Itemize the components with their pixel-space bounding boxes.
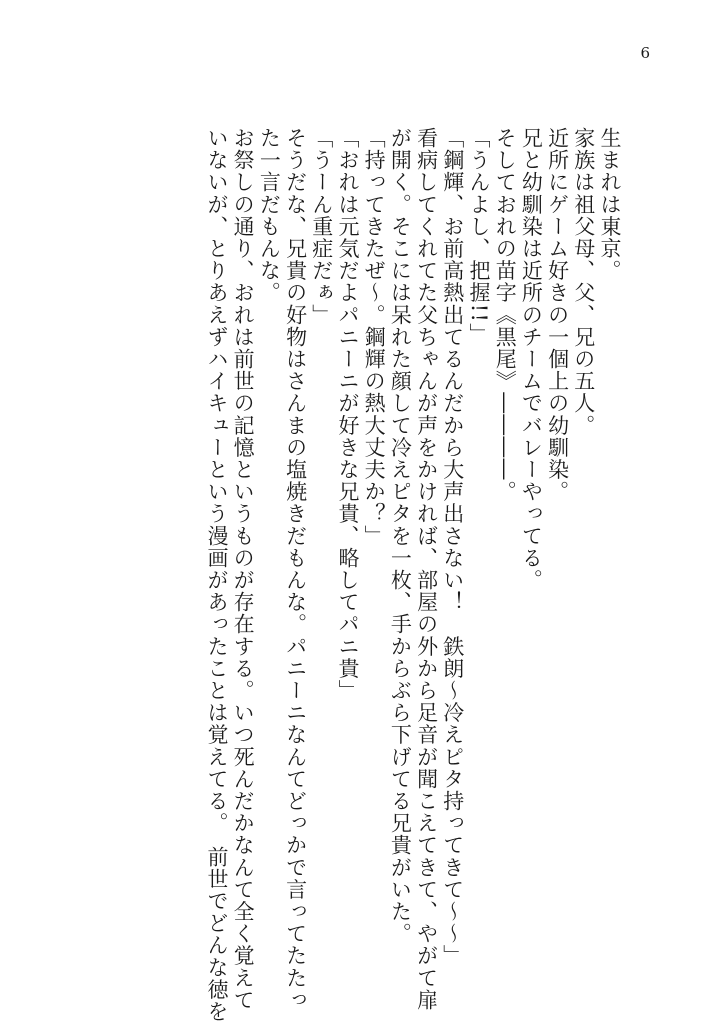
- text-line: いないが、とりあえずハイキューという漫画があったことは覚えてる。 前世でどんな徳を: [204, 127, 229, 1023]
- text-line: 兄と幼馴染は近所のチームでバレーやってる。: [519, 127, 544, 592]
- text-line: そうだな、兄貴の好物はさんまの塩焼きだもんな。パニーニなんてどっかで言ってたたっ: [283, 127, 308, 1011]
- text-line: 看病してくれてた父ちゃんが声をかければ、部屋の外から足音が聞こえてきて、やがて扉: [414, 127, 439, 1011]
- text-line: た一言だもんな。: [257, 127, 282, 304]
- text-line: が開く。そこには呆れた顔して冷えピタを一枚、手からぶら下げてる兄貴がいた。: [388, 127, 413, 945]
- text-line: 「うーん重症だぁ」: [309, 127, 334, 326]
- text-line: 「うんよし、把握!!」: [466, 127, 491, 345]
- page-number: 6: [640, 44, 650, 62]
- text-line: 「鋼輝、お前高熱出てるんだから大声出さない！ 鉄朗〜冷えピタ持ってきて〜〜」: [440, 127, 465, 967]
- text-line: 「おれは元気だよパニーニが好きな兄貴、略してパニ貴」: [335, 127, 360, 702]
- vertical-text-body: [204, 127, 623, 1023]
- text-line: 「持ってきたぜ〜。鋼輝の熱大丈夫か？」: [362, 127, 387, 547]
- text-line: 家族は祖父母、父、兄の五人。: [571, 127, 596, 437]
- text-line: そしておれの苗字《黒尾》――――。: [493, 127, 518, 503]
- text-line: 近所にゲーム好きの一個上の幼馴染。: [545, 127, 570, 503]
- text-line: 生まれは東京。: [598, 127, 622, 282]
- text-line: お祭しの通り、おれは前世の記憶というものが存在する。いつ死んだかなんて全く覚えて: [231, 127, 256, 1011]
